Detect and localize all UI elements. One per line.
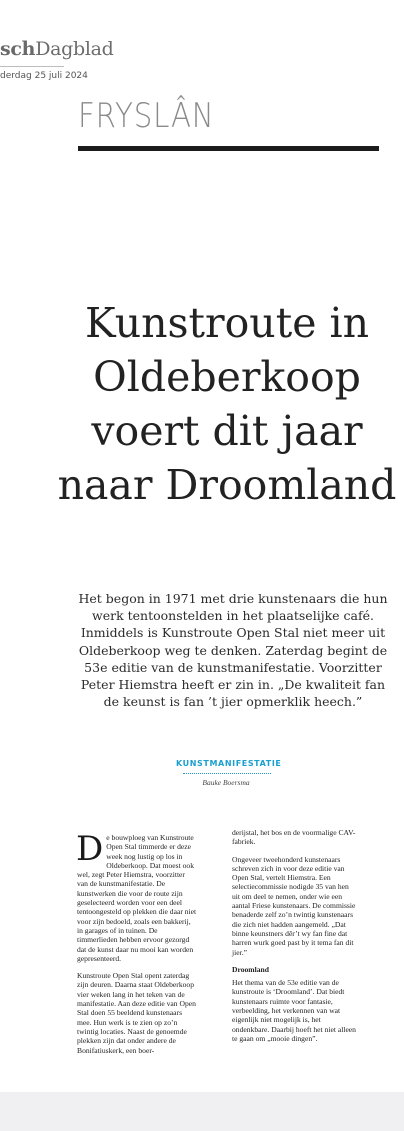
masthead-divider	[0, 66, 64, 67]
body-paragraph	[76, 829, 197, 963]
body-paragraph: Het thema van de 53e editie van de kunstroute is ‘Droomland’. Dat biedt kunstenaars ruimte voor fantasie, verbeelding, het verkennen van wat eigenlijk niet mogelijk is, het ondenkbare. Daarbij hoeft het niet alleen te gaan om „mooie dingen”.	[232, 978, 356, 1043]
issue-date: derdag 25 juli 2024	[0, 71, 88, 81]
page-bottom-band	[0, 1092, 404, 1131]
body-paragraph: Ongeveer tweehonderd kunstenaars schreven zich in voor deze editie van Open Stal, vertelt Hiemstra. Een selectiecommissie nodigde 35 van hen uit om deel te nemen, onder wie een aantal Friese kunstenaars. De commissie benaderde zelf zo’n twintig kunstenaars die zich niet hadden aangemeld. „Dat binne keunstners dêr’t wy fan fine dat harren wurk goed past by it tema fan dit jier.”	[232, 854, 356, 957]
masthead-rest: Dagblad	[35, 38, 114, 60]
body-column-right	[232, 828, 356, 1051]
body-paragraph: derijstal, het bos en de voormalige CAV-fabriek.	[232, 828, 356, 847]
masthead-bold-part: sch	[0, 38, 36, 60]
newspaper-masthead	[0, 38, 114, 60]
body-paragraph: Kunstroute Open Stal opent zaterdag zijn deuren. Daarna staat Oldeberkoop vier weken lang in het teken van de manifestatie. Aan deze editie van Open Stal doen 55 beeldend kunstenaars mee. Hun werk is te zien op zo’n twintig locaties. Naast de genoemde plekken zijn dat onder andere de Bonifatiuskerk, een boer-	[77, 971, 196, 1055]
kicker-dotted-rule	[183, 773, 271, 774]
article-lead: Het begon in 1971 met drie kunstenaars die hun werk tentoonstelden in het plaatselijke café. Inmiddels is Kunstroute Open Stal niet meer uit Oldeberkoop weg te denken. Zaterdag begint de 53e editie van de kunstmanifestatie. Voorzitter Peter Hiemstra heeft er zin in. „De kwaliteit fan de keunst is fan ’t jier opmerklik heech.”	[78, 591, 388, 710]
body-subhead: Droomland	[232, 964, 269, 974]
article-byline: Bauke Boersma	[202, 778, 250, 787]
article-kicker: KUNSTMANIFESTATIE	[176, 759, 282, 768]
paragraph-text: e bouwploeg van Kunstroute Open Stal timmerde er deze week nog lustig op los in Oldeberkoop. Dat moest ook wel, zegt Peter Hiemstra, voorzitter van de kunstmanifestatie. De kunstwerken die voor de route zijn geselecteerd worden voor een deel tentoongesteld op plekken die daar niet voor zijn bedoeld, zoals een bakkerij, in garages of in tuinen. De timmerlieden hebben ervoor gezorgd dat de kunst daar nu mooi kan worden gepresenteerd.	[77, 833, 197, 963]
section-divider	[78, 146, 379, 151]
body-column-left	[76, 829, 197, 1063]
drop-cap: D	[76, 829, 104, 869]
section-title: FRYSLÂN	[78, 96, 215, 136]
article-headline: Kunstroute in Oldeberkoop voert dit jaar naar Droomland	[57, 299, 397, 509]
